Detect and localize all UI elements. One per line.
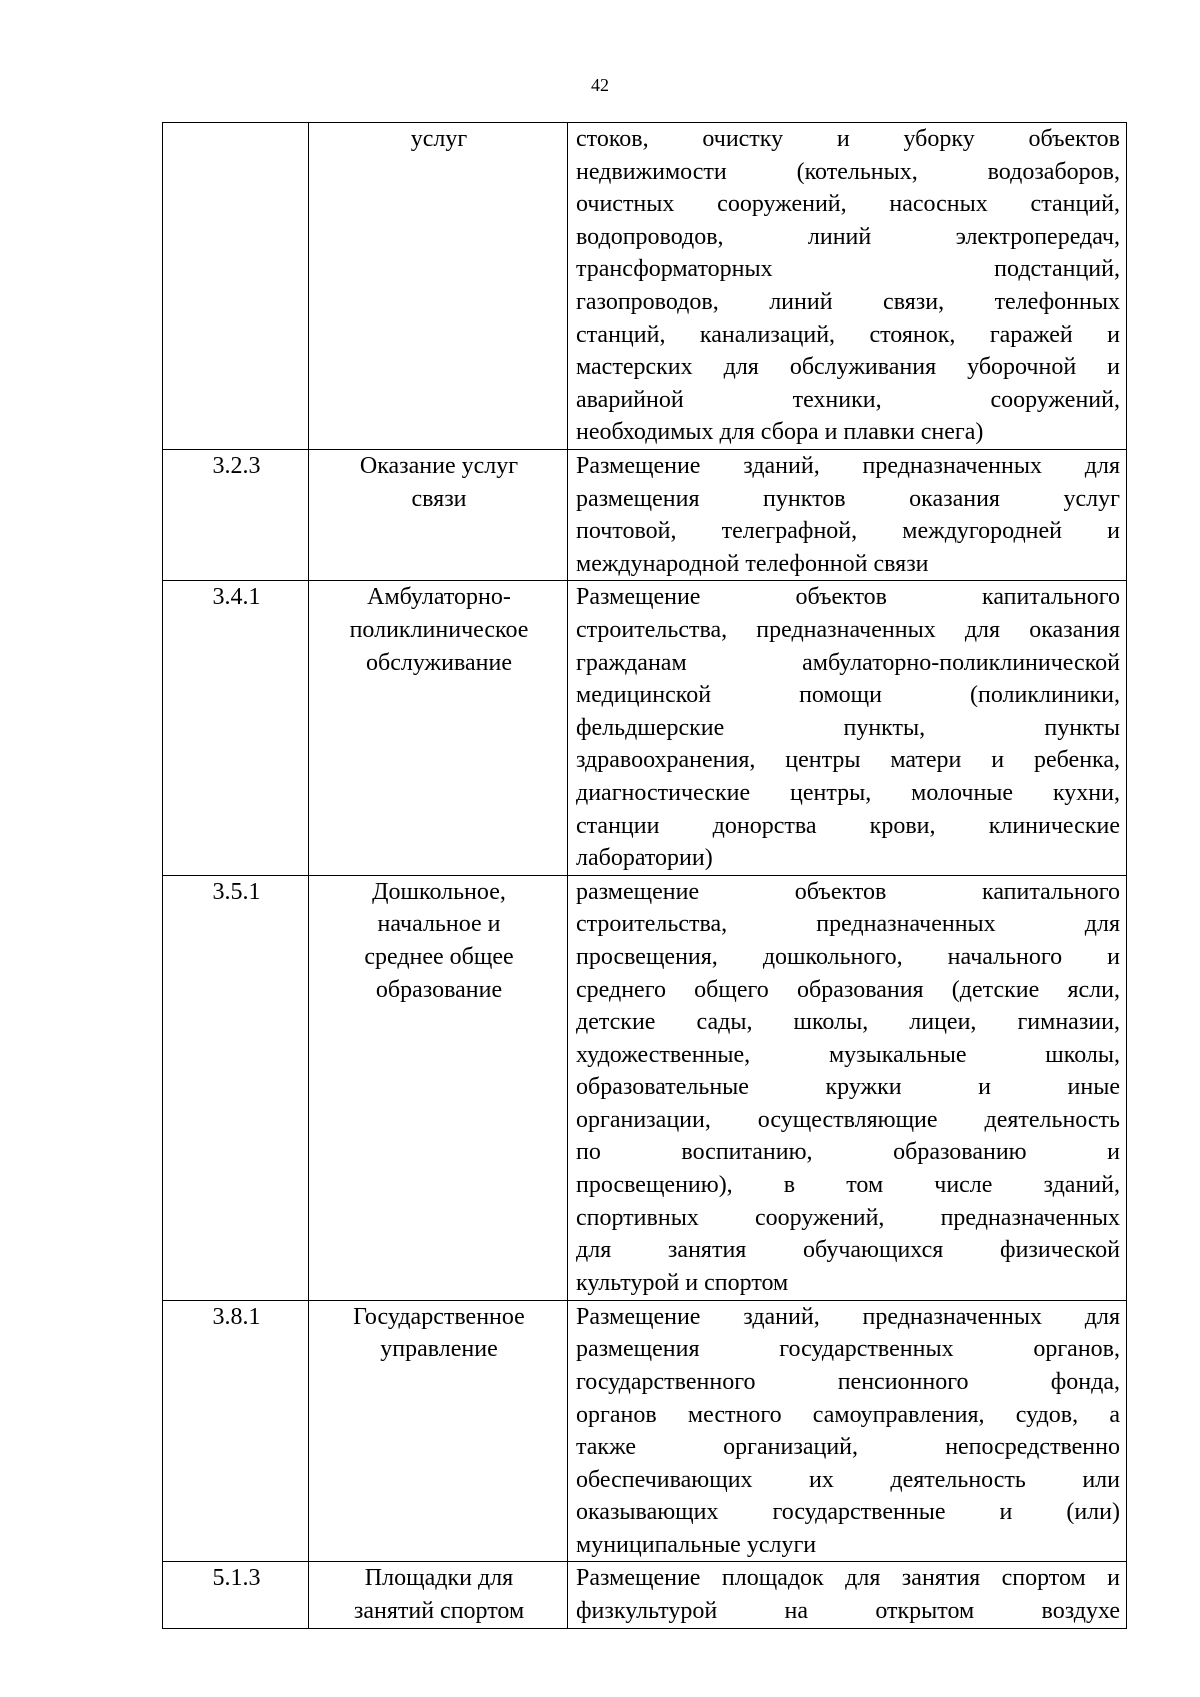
description-line: диагностические центры, молочные кухни, bbox=[576, 779, 1120, 806]
name-line: обслуживание bbox=[366, 649, 512, 676]
description-line: физкультурой на открытом воздухе bbox=[576, 1598, 1120, 1625]
description-line: также организаций, непосредственно bbox=[576, 1434, 1120, 1461]
description-line: очистных сооружений, насосных станций, bbox=[576, 191, 1120, 218]
description-line: просвещения, дошкольного, начального и bbox=[576, 943, 1120, 970]
description-line: газопроводов, линий связи, телефонных bbox=[576, 288, 1120, 315]
description-line: Размещение площадок для занятия спортом и bbox=[576, 1565, 1120, 1592]
description-line: просвещению), в том числе зданий, bbox=[576, 1172, 1120, 1199]
description-line: Размещение зданий, предназначенных для bbox=[576, 453, 1120, 479]
name-line: управление bbox=[380, 1336, 498, 1363]
description-line: обеспечивающих их деятельность или bbox=[576, 1466, 1120, 1493]
code-cell bbox=[163, 450, 309, 581]
code-text: 5.1.3 bbox=[212, 1565, 261, 1592]
description-line: водопроводов, линий электропередач, bbox=[576, 223, 1120, 250]
description-line: недвижимости (котельных, водозаборов, bbox=[576, 158, 1120, 185]
description-line: Размещение объектов капитального bbox=[576, 584, 1120, 611]
description-cell bbox=[568, 1562, 1127, 1628]
description-line: органов местного самоуправления, судов, а bbox=[576, 1401, 1120, 1428]
description-line: по воспитанию, образованию и bbox=[576, 1139, 1120, 1166]
description-line: здравоохранения, центры матери и ребенка, bbox=[576, 747, 1120, 774]
name-cell bbox=[309, 1562, 568, 1628]
description-line: международной телефонной связи bbox=[576, 550, 929, 577]
code-text: 3.4.1 bbox=[212, 584, 261, 611]
name-line: Государственное bbox=[353, 1303, 525, 1330]
code-cell bbox=[163, 1562, 309, 1628]
description-line: размещения государственных органов, bbox=[576, 1336, 1120, 1363]
description-line: детские сады, школы, лицеи, гимназии, bbox=[576, 1009, 1120, 1036]
description-line: среднего общего образования (детские ясли, bbox=[576, 976, 1120, 1003]
table-row bbox=[163, 581, 1127, 875]
name-line: Дошкольное, bbox=[372, 878, 506, 905]
description-line: размещения пунктов оказания услуг bbox=[576, 485, 1120, 512]
description-line: оказывающих государственные и (или) bbox=[576, 1499, 1120, 1526]
description-line: почтовой, телеграфной, междугородней и bbox=[576, 518, 1120, 545]
name-line: занятий спортом bbox=[353, 1598, 525, 1625]
table-row bbox=[163, 123, 1127, 450]
land-use-table bbox=[162, 122, 1127, 1629]
name-line: Оказание услуг bbox=[359, 453, 519, 479]
description-line: образовательные кружки и иные bbox=[576, 1074, 1120, 1101]
description-line: фельдшерские пункты, пункты bbox=[576, 714, 1120, 741]
description-line: организации, осуществляющие деятельность bbox=[576, 1106, 1120, 1133]
name-line: Площадки для bbox=[364, 1565, 514, 1592]
description-cell bbox=[568, 581, 1127, 875]
description-line: культурой и спортом bbox=[576, 1269, 789, 1296]
code-text: 3.5.1 bbox=[212, 878, 261, 905]
code-cell bbox=[163, 581, 309, 875]
description-line: трансформаторных подстанций, bbox=[576, 256, 1120, 283]
name-cell bbox=[309, 1300, 568, 1562]
description-line: Размещение зданий, предназначенных для bbox=[576, 1303, 1120, 1330]
name-line: услуг bbox=[410, 126, 468, 152]
table-row bbox=[163, 1562, 1127, 1628]
description-cell bbox=[568, 875, 1127, 1300]
description-line: размещение объектов капитального bbox=[576, 878, 1120, 905]
table-row bbox=[163, 450, 1127, 581]
name-line: образование bbox=[375, 976, 503, 1003]
table-row bbox=[163, 1300, 1127, 1562]
name-line: среднее общее bbox=[364, 943, 514, 970]
description-line: станции донорства крови, клинические bbox=[576, 812, 1120, 839]
description-line: спортивных сооружений, предназначенных bbox=[576, 1204, 1120, 1231]
name-line: Амбулаторно- bbox=[367, 584, 511, 611]
description-line: государственного пенсионного фонда, bbox=[576, 1368, 1120, 1395]
description-cell bbox=[568, 450, 1127, 581]
page-number: 42 bbox=[591, 75, 609, 95]
name-cell bbox=[309, 581, 568, 875]
description-line: гражданам амбулаторно-поликлинической bbox=[576, 649, 1120, 676]
description-line: муниципальные услуги bbox=[576, 1531, 817, 1558]
description-cell bbox=[568, 123, 1127, 450]
name-line: начальное и bbox=[377, 911, 501, 938]
code-text: 3.2.3 bbox=[212, 453, 261, 479]
description-line: аварийной техники, сооружений, bbox=[576, 386, 1120, 413]
name-cell bbox=[309, 123, 568, 450]
description-line: необходимых для сбора и плавки снега) bbox=[576, 419, 984, 446]
description-line: строительства, предназначенных для оказания bbox=[576, 616, 1120, 643]
description-line: лаборатории) bbox=[576, 845, 713, 872]
code-cell bbox=[163, 1300, 309, 1562]
code-cell bbox=[163, 123, 309, 450]
name-line: связи bbox=[411, 485, 467, 512]
description-line: станций, канализаций, стоянок, гаражей и bbox=[576, 321, 1120, 348]
name-cell bbox=[309, 450, 568, 581]
description-line: медицинской помощи (поликлиники, bbox=[576, 682, 1120, 709]
table-row bbox=[163, 875, 1127, 1300]
code-text: 3.8.1 bbox=[212, 1303, 261, 1330]
description-cell bbox=[568, 1300, 1127, 1562]
description-line: стоков, очистку и уборку объектов bbox=[576, 126, 1120, 152]
code-cell bbox=[163, 875, 309, 1300]
table-body bbox=[163, 123, 1127, 1629]
description-line: мастерских для обслуживания уборочной и bbox=[576, 354, 1120, 381]
description-line: художественные, музыкальные школы, bbox=[576, 1041, 1120, 1068]
name-line: поликлиническое bbox=[349, 616, 529, 643]
name-cell bbox=[309, 875, 568, 1300]
description-line: для занятия обучающихся физической bbox=[576, 1237, 1120, 1264]
description-line: строительства, предназначенных для bbox=[576, 911, 1120, 938]
